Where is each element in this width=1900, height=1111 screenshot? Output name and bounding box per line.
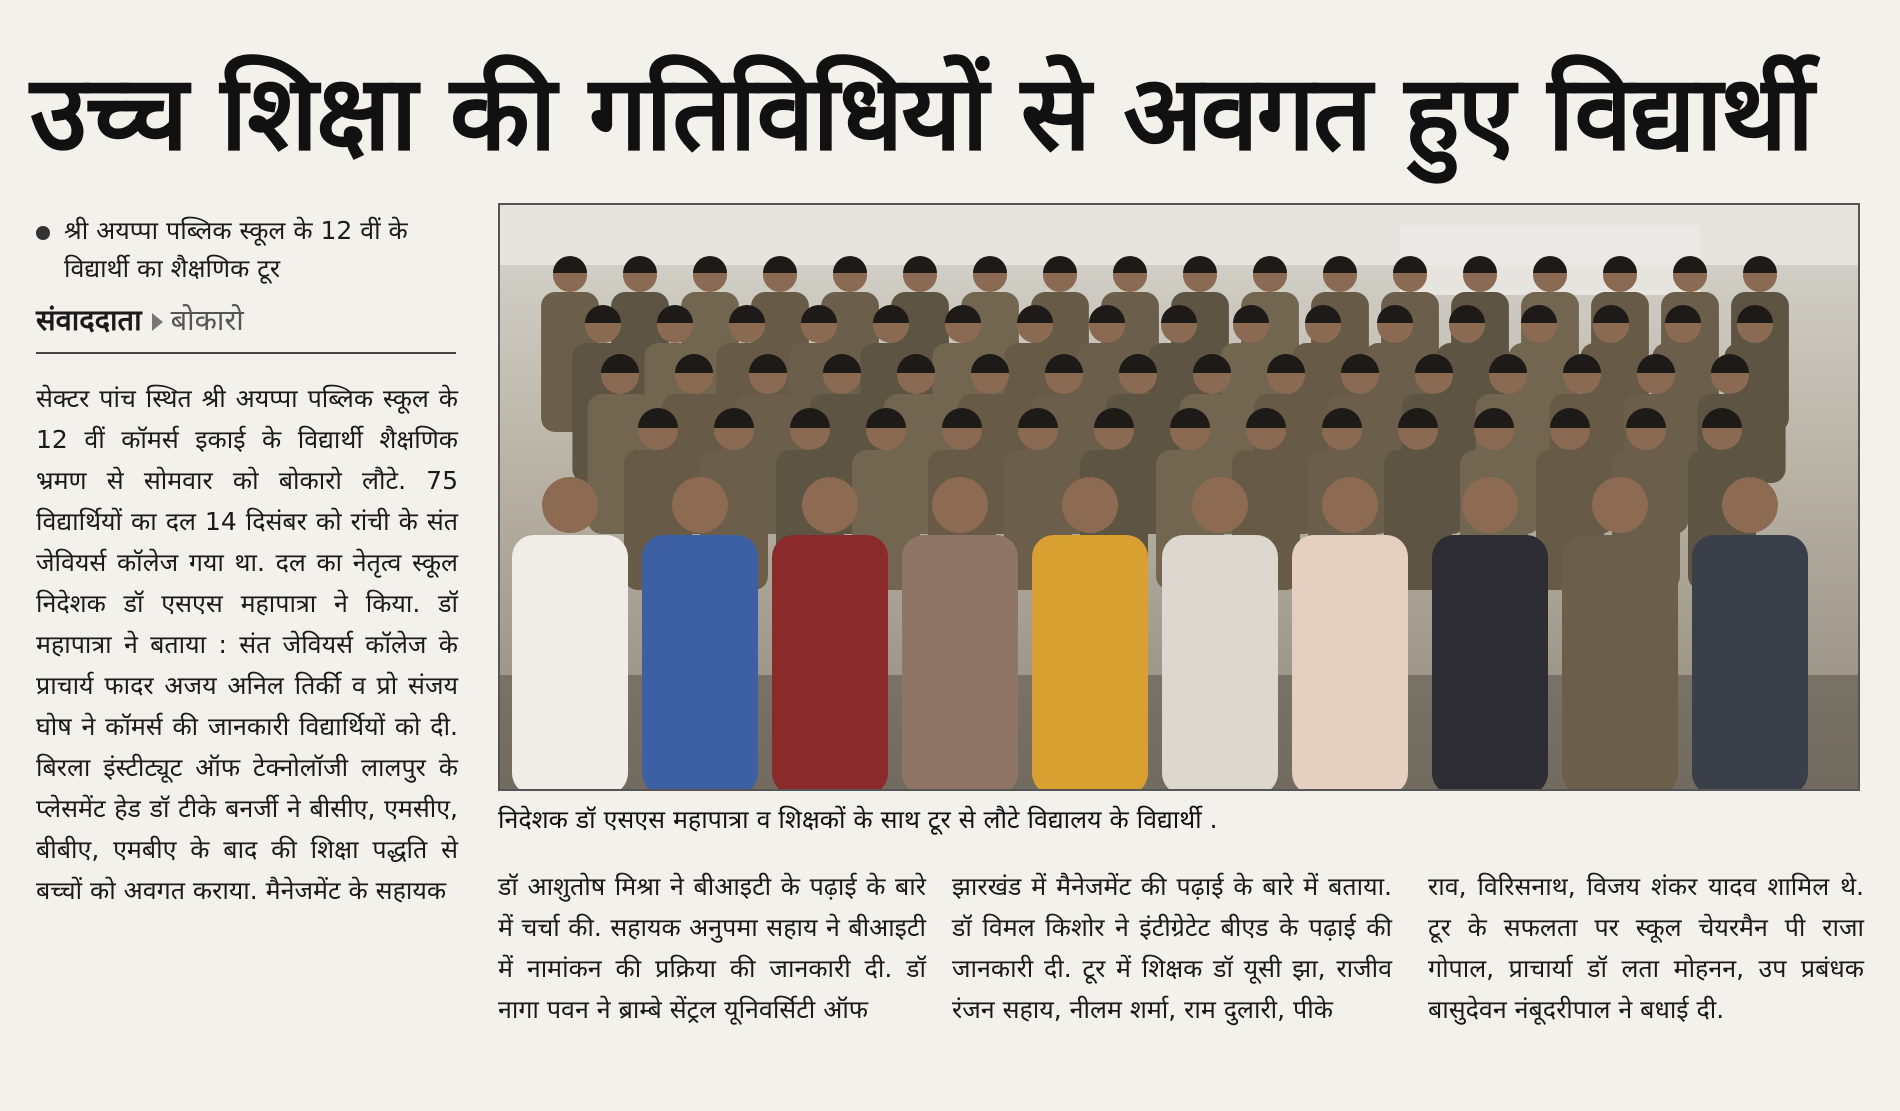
front-row-person: [1032, 535, 1148, 789]
front-row-head: [542, 477, 598, 533]
front-row-head: [1592, 477, 1648, 533]
front-row-head: [1322, 477, 1378, 533]
photo-caption: निदेशक डॉ एसएस महापात्रा व शिक्षकों के साथ टूर से लौटे विद्यालय के विद्यार्थी .: [498, 805, 1218, 834]
arrow-icon: [152, 313, 163, 331]
front-row-head: [932, 477, 988, 533]
front-row-head: [1062, 477, 1118, 533]
headline: उच्च शिक्षा की गतिविधियों से अवगत हुए विद्यार्थी: [30, 52, 1813, 174]
front-row-person: [902, 535, 1018, 789]
group-photo: [498, 203, 1860, 791]
article-column-4: राव, विरिसनाथ, विजय शंकर यादव शामिल थे. टूर के सफलता पर स्कूल चेयरमैन पी राजा गोपाल, प्राचार्या डॉ लता मोहनन, उप प्रबंधक बासुदेवन नंबूदरीपाल ने बधाई दी.: [1428, 872, 1864, 1024]
front-row-person: [512, 535, 628, 789]
subheadline-text: श्री अयप्पा पब्लिक स्कूल के 12 वीं के विद्यार्थी का शैक्षणिक टूर: [64, 216, 408, 283]
front-row-head: [1462, 477, 1518, 533]
subheadline: [36, 212, 456, 288]
article-column-3: झारखंड में मैनेजमेंट की पढ़ाई के बारे में बताया. डॉ विमल किशोर ने इंटीग्रेटेट बीएड के पढ़ाई की जानकारी दी. टूर में शिक्षक डॉ यूसी झा, राजीव रंजन सहाय, नीलम शर्मा, राम दुलारी, पीके: [952, 872, 1392, 1024]
front-row-person: [1562, 535, 1678, 789]
front-row-person: [772, 535, 888, 789]
front-row-head: [802, 477, 858, 533]
byline-reporter: संवाददाता: [36, 303, 142, 337]
front-row-person: [1162, 535, 1278, 789]
bullet-icon: [36, 226, 50, 240]
front-row-head: [1722, 477, 1778, 533]
byline: [36, 298, 456, 342]
byline-divider: [36, 352, 456, 354]
front-row-person: [1292, 535, 1408, 789]
article-column-2: डॉ आशुतोष मिश्रा ने बीआइटी के पढ़ाई के बारे में चर्चा की. सहायक अनुपमा सहाय ने बीआइटी में नामांकन की प्रक्रिया की जानकारी दी. डॉ नागा पवन ने ब्राम्बे सेंट्रल यूनिवर्सिटी ऑफ: [498, 872, 926, 1024]
front-row-person: [1432, 535, 1548, 789]
front-row-person: [1692, 535, 1808, 789]
front-row-head: [672, 477, 728, 533]
article-column-1: सेक्टर पांच स्थित श्री अयप्पा पब्लिक स्कूल के 12 वीं कॉमर्स इकाई के विद्यार्थी शैक्षणिक भ्रमण से सोमवार को बोकारो लौटे. 75 विद्यार्थियों का दल 14 दिसंबर को रांची के संत जेवियर्स कॉलेज गया था. दल का नेतृत्व स्कूल निदेशक डॉ एसएस महापात्रा ने किया. डॉ महापात्रा ने बताया : संत जेवियर्स कॉलेज के प्राचार्य फादर अजय अनिल तिर्की व प्रो संजय घोष ने कॉमर्स की जानकारी विद्यार्थियों को दी. बिरला इंस्टीट्यूट ऑफ टेक्नोलॉजी लालपुर के प्लेसमेंट हेड डॉ टीके बनर्जी ने बीसीए, एमसीए, बीबीए, एमबीए के बाद की शिक्षा पद्धति से बच्चों को अवगत कराया. मैनेजमेंट के सहायक: [36, 384, 458, 905]
front-row-person: [642, 535, 758, 789]
front-row-head: [1192, 477, 1248, 533]
byline-place: बोकारो: [170, 303, 244, 337]
